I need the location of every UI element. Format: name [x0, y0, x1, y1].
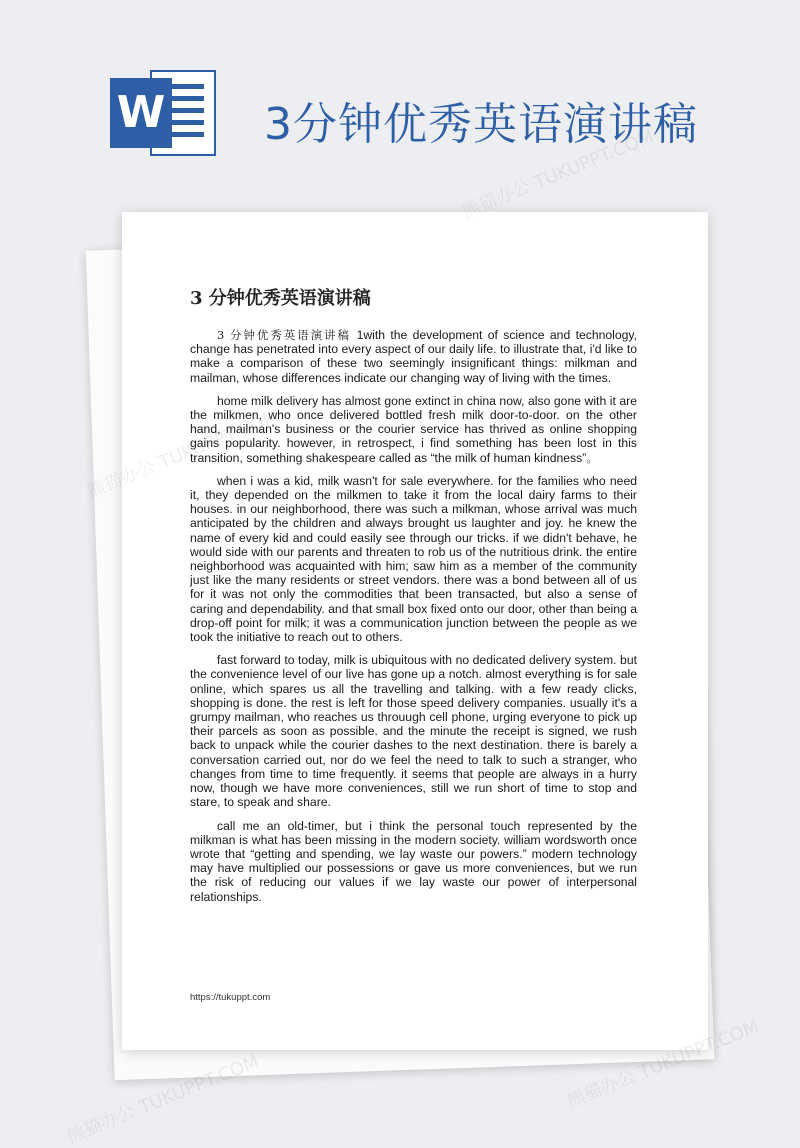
page-header	[0, 0, 800, 200]
footer-link[interactable]: https://tukuppt.com	[190, 992, 271, 1003]
paragraph-4: fast forward to today, milk is ubiquitous with no dedicated delivery system. but the convenience level of our live has gone up a notch. almost everything is for sale online, which spares us all the travelling and talking. with a few ready clicks, shopping is done. the rest is left for those speed delivery companies. usually it's a grumpy mailman, who reaches us throuugh cell phone, urging everyone to pick up their parcels as soon as possible. and the minute the receipt is signed, we rush back to unpack while the courier dashes to the next destination. there is barely a conversation carried out, nor do we feel the need to talk to such a stranger, who changes from time to time frequently. it seems that people are always in a hurry now, though we have more conveniences, still we run short of time to stop and stare, to speak and share.	[190, 653, 637, 810]
document-title: 3 分钟优秀英语演讲稿	[190, 288, 371, 309]
paragraph-prefix: 3 分钟优秀英语演讲稿	[217, 328, 357, 342]
word-document-icon	[110, 70, 216, 156]
watermark: 熊猫办公 TUKUPPT.COM	[564, 1016, 762, 1113]
document-body	[190, 328, 637, 913]
watermark: 熊猫办公 TUKUPPT.COM	[64, 1051, 262, 1148]
header-title: 3分钟优秀英语演讲稿	[264, 99, 698, 150]
watermark: 熊猫办公 TUKUPPT.COM	[459, 126, 657, 223]
paragraph-3: when i was a kid, milk wasn't for sale everywhere. for the families who need it, they depended on the milkmen to take it from the local dairy farms to their houses. in our neighborhood, there was such a milkman, whose arrival was much anticipated by the children and always brought us laughter and joy. he knew the name of every kid and could easily see through our tricks. if we didn't behave, he would side with our parents and threaten to rob us of the nutritious drink. the entire neighborhood was acquainted with him; saw him as a member of the community just like the many residents or street vendors. there was a bond between all of us for it was not only the commodities that been transacted, but also a sense of caring and dependability. and that small box fixed onto our door, other than being a drop-off point for milk; it was a communication junction between the people as we took the initiative to reach out to others.	[190, 473, 637, 645]
paragraph-2: home milk delivery has almost gone extinct in china now, also gone with it are the milkmen, who once delivered bottled fresh milk door-to-door. on the other hand, mailman's business or the courier service has thrived as online shopping gains popularity. however, in retrospect, i find something has been lost in this transition, something shakespeare called as “the milk of human kindness”。	[190, 393, 637, 465]
paragraph-5: call me an old-timer, but i think the personal touch represented by the milkman is what has been missing in the modern society. william wordsworth once wrote that “getting and spending, we lay waste our powers.” modern technology may have multiplied our possessions or gave us more conveniences, but we run the risk of reducing our values if we lay waste our power of interpersonal relationships.	[190, 818, 637, 904]
word-icon-letter: W	[110, 78, 172, 148]
paragraph-1: 3 分钟优秀英语演讲稿 1with the development of science and technology, change has penetrated into every aspect of our daily life. to illustrate that, i'd like to make a comparison of these two seemingly insignificant things: milkman and mailman, whose differences indicate our changing way of living with the times.	[190, 328, 637, 385]
document-page	[122, 212, 708, 1050]
